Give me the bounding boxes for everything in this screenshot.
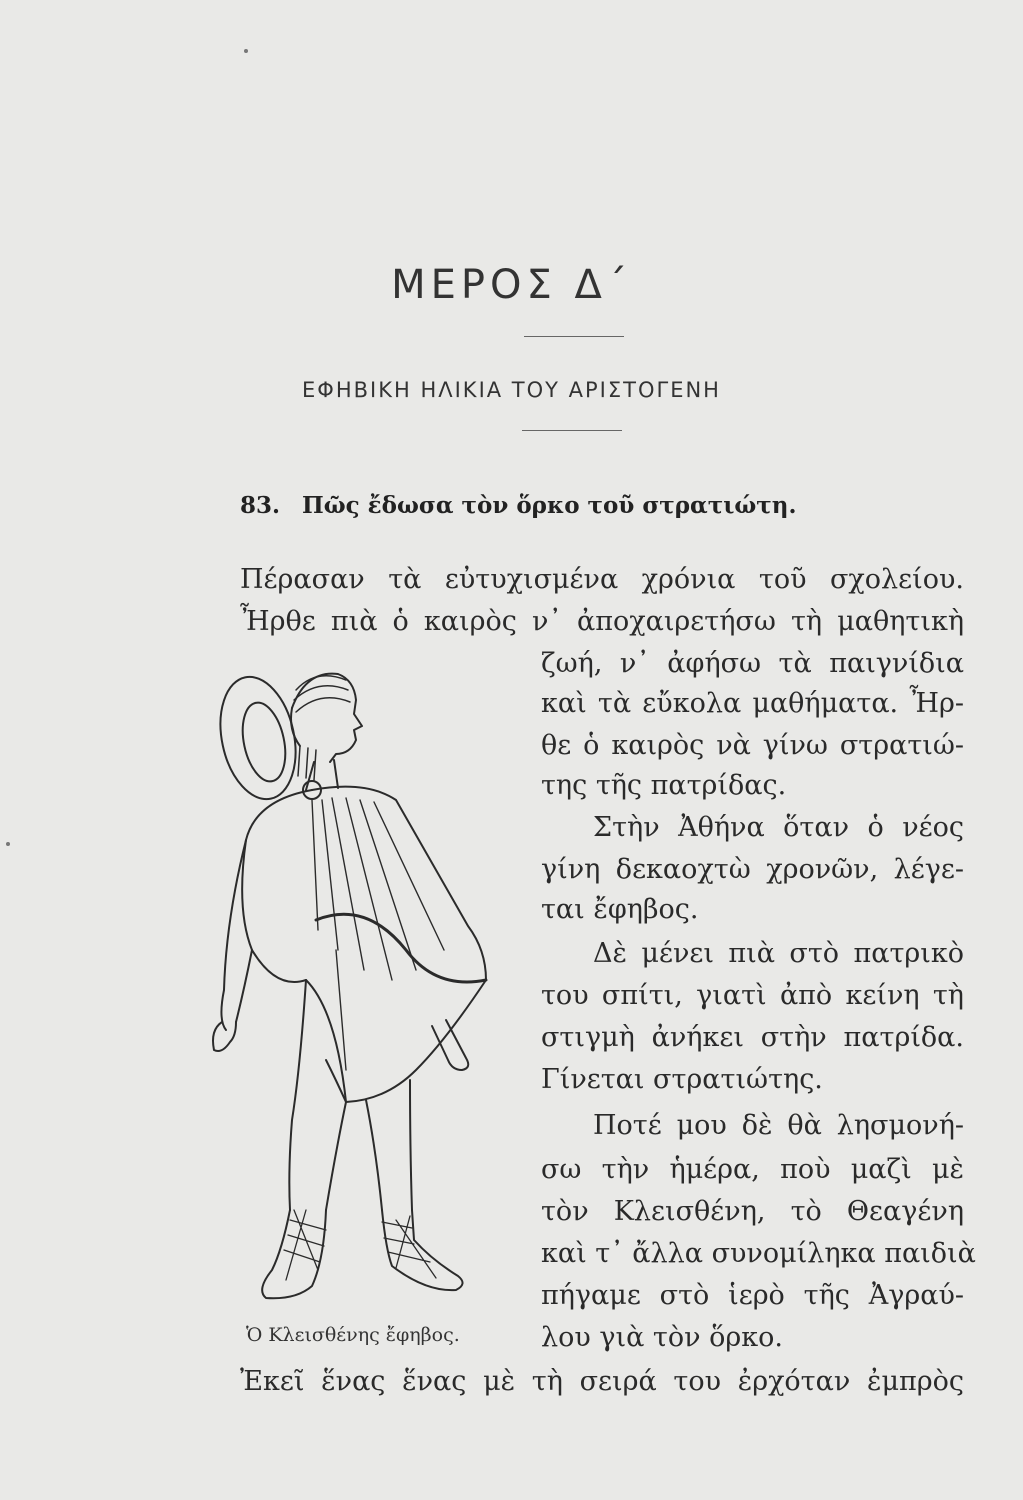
text-line: της τῆς πατρίδας. xyxy=(541,770,787,801)
right-sandal xyxy=(382,1210,463,1290)
text-line: πήγαμε στὸ ἱερὸ τῆς Ἀγραύ- xyxy=(541,1280,964,1311)
text-line: Γίνεται στρατιώτης. xyxy=(541,1064,823,1095)
figure-caption: Ὁ Κλεισθένης ἔφηβος. xyxy=(246,1324,460,1346)
text-line: Ἦρθε πιὰ ὁ καιρὸς ν᾿ ἀποχαιρετήσω τὴ μαθητικὴ xyxy=(240,606,964,637)
divider-rule xyxy=(524,336,624,337)
cloak-left xyxy=(242,790,312,982)
text-line: καὶ τὰ εὔκολα μαθήματα. Ἦρ- xyxy=(541,688,964,719)
text-line: θε ὁ καιρὸς νὰ γίνω στρατιώ- xyxy=(541,730,964,761)
chapter-heading xyxy=(240,492,796,519)
divider-rule xyxy=(522,430,622,431)
text-line: στιγμὴ ἀνήκει στὴν πατρίδα. xyxy=(541,1022,964,1053)
text-line: γίνη δεκαοχτὼ χρονῶν, λέγε- xyxy=(541,854,964,885)
text-line: Στὴν Ἀθήνα ὅταν ὁ νέος xyxy=(593,812,964,843)
right-leg xyxy=(366,1100,382,1210)
text-line: τὸν Κλεισθένη, τὸ Θεαγένη xyxy=(541,1196,964,1227)
text-line: Ποτέ μου δὲ θὰ λησμονή- xyxy=(593,1110,964,1141)
ephebe-illustration xyxy=(196,650,516,1320)
chapter-title: Πῶς ἔδωσα τὸν ὅρκο τοῦ στρατιώτη. xyxy=(302,492,797,519)
text-line: ζωή, ν᾿ ἀφήσω τὰ παιγνίδια xyxy=(541,648,964,679)
part-title: ΜΕΡΟΣ Δ΄ xyxy=(391,262,632,308)
text-line: λου γιὰ τὸν ὅρκο. xyxy=(541,1322,783,1353)
text-line: του σπίτι, γιατὶ ἀπὸ κείνη τὴ xyxy=(541,980,964,1011)
head xyxy=(292,674,362,762)
petasos-hat xyxy=(210,670,306,806)
chapter-number: 83. xyxy=(240,492,281,519)
text-line: Πέρασαν τὰ εὐτυχισμένα χρόνια τοῦ σχολείου. xyxy=(240,564,964,595)
text-line: σω τὴν ἡμέρα, ποὺ μαζὶ μὲ xyxy=(541,1154,964,1185)
speck xyxy=(244,49,248,53)
text-line: Δὲ μένει πιὰ στὸ πατρικὸ xyxy=(593,938,964,969)
text-line: Ἐκεῖ ἕνας ἕνας μὲ τὴ σειρά του ἐρχόταν ἐμπρὸς xyxy=(240,1366,964,1397)
text-line: ται ἔφηβος. xyxy=(541,894,699,925)
left-sandal xyxy=(262,1210,326,1298)
speck xyxy=(6,842,10,846)
left-leg xyxy=(289,980,306,1210)
part-subtitle: ΕΦΗΒΙΚΗ ΗΛΙΚΙΑ ΤΟΥ ΑΡΙΣΤΟΓΕΝΗ xyxy=(302,378,721,402)
text-line: καὶ τ᾿ ἄλλα συνομίληκα παιδιὰ xyxy=(541,1238,976,1269)
